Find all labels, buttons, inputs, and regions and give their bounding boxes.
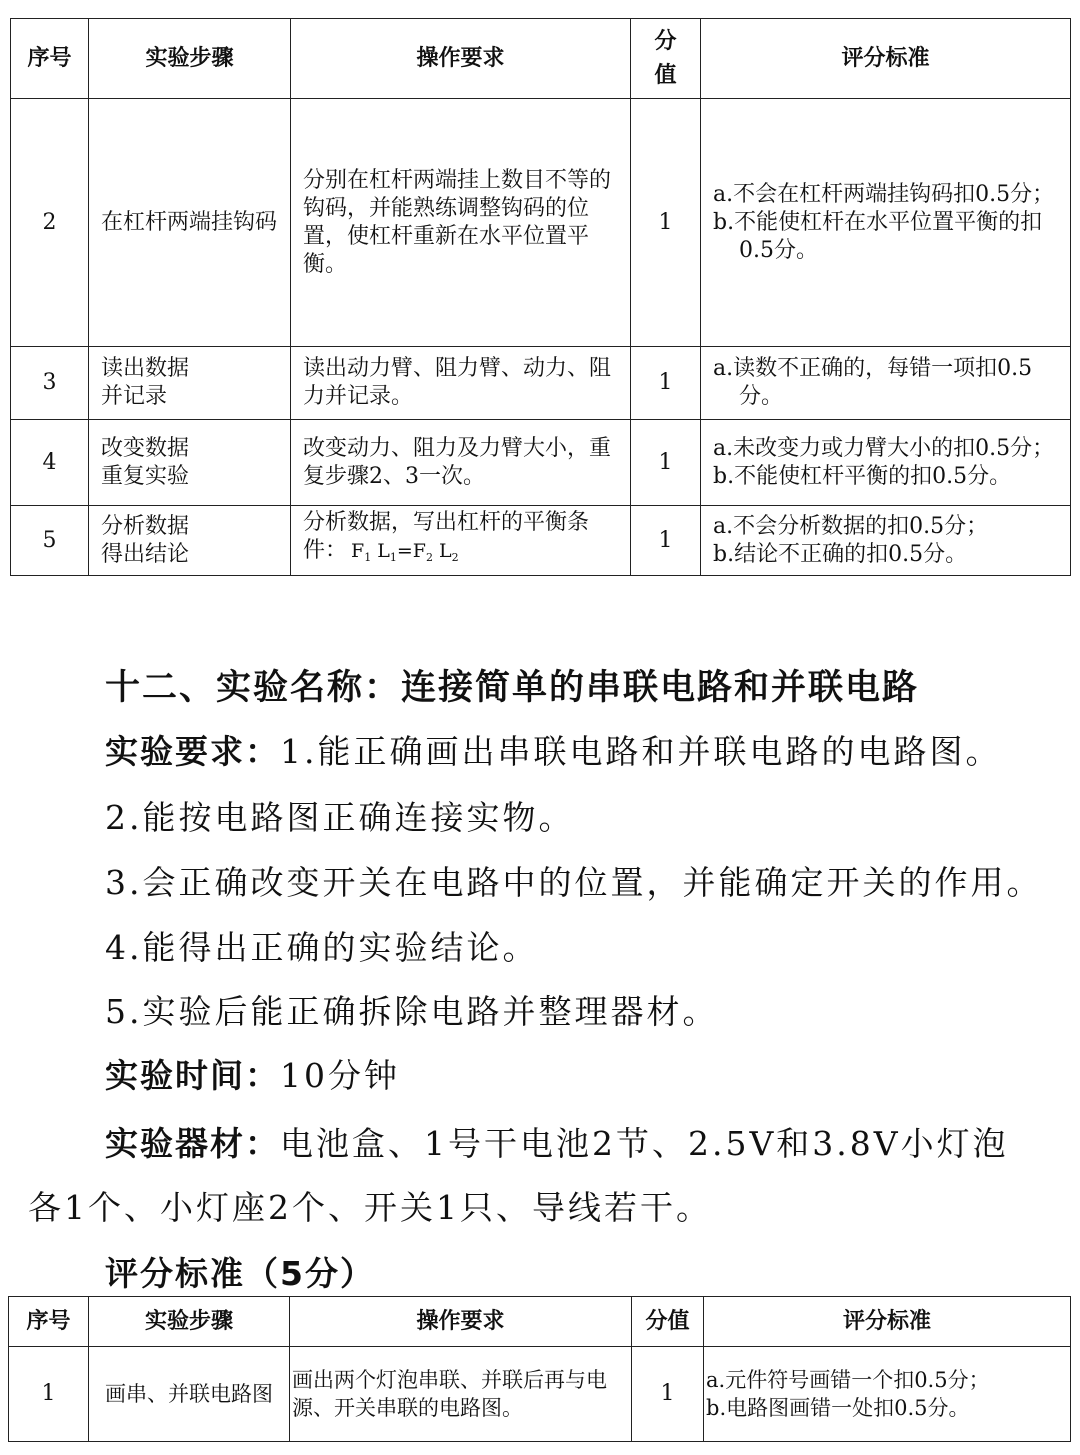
header-index: 序号: [11, 19, 89, 99]
row-step-line1: 读出数据: [101, 356, 190, 381]
row-criteria: [701, 506, 1071, 576]
scoring-table-circuit: [8, 1296, 1071, 1442]
row-operation: 分别在杠杆两端挂上数目不等的钩码，并能熟练调整钩码的位置，使杠杆重新在水平位置平衡。: [291, 99, 631, 347]
time-value: 10分钟: [280, 1056, 400, 1095]
score-heading: 评分标准（5分）: [105, 1254, 375, 1293]
header-score: [631, 19, 701, 99]
row-index: 2: [11, 99, 89, 347]
requirement-item: 3.会正确改变开关在电路中的位置，并能确定开关的作用。: [105, 863, 1043, 902]
materials-line-1: [105, 1118, 1009, 1165]
criteria-item: a.读数不正确的，每错一项扣0.5分。: [713, 356, 1033, 409]
row-step: [89, 420, 291, 506]
row-step-line1: 改变数据: [101, 435, 190, 461]
table-header-row: [11, 19, 1071, 99]
criteria-item: a.不会分析数据的扣0.5分；: [713, 513, 989, 539]
criteria-item: a.元件符号画错一个扣0.5分；: [706, 1368, 990, 1392]
row-score: 1: [631, 99, 701, 347]
table-row: [11, 99, 1071, 347]
criteria-item: a.未改变力或力臂大小的扣0.5分；: [713, 435, 1055, 461]
row-index: 4: [11, 420, 89, 506]
header-score-line1: 分: [654, 28, 677, 54]
row-score: 1: [632, 1347, 704, 1442]
materials-label: 实验器材：: [105, 1124, 280, 1163]
row-step: 画串、并联电路图: [89, 1347, 290, 1442]
row-step-line2: 并记录: [101, 384, 168, 409]
row-step-line1: 分析数据: [101, 513, 190, 539]
table-row: [11, 506, 1071, 576]
header-operation: 操作要求: [290, 1297, 632, 1347]
materials-text-1: 电池盒、1号干电池2节、2.5V和3.8V小灯泡: [280, 1124, 1009, 1163]
table-row: [9, 1347, 1071, 1442]
row-index: 1: [9, 1347, 89, 1442]
row-score: 1: [631, 347, 701, 420]
table-row: [11, 420, 1071, 506]
row-step: 在杠杆两端挂钩码: [89, 99, 291, 347]
section-heading: 十二、实验名称：连接简单的串联电路和并联电路: [105, 668, 920, 708]
criteria-item: a.不会在杠杆两端挂钩码扣0.5分；: [713, 181, 1055, 207]
header-score: 分值: [632, 1297, 704, 1347]
materials-text-2: 各1个、小灯座2个、开关1只、导线若干。: [28, 1188, 712, 1227]
row-index: 5: [11, 506, 89, 576]
header-operation: 操作要求: [291, 19, 631, 99]
row-criteria: [704, 1347, 1071, 1442]
row-criteria: [701, 347, 1071, 420]
row-operation: [291, 506, 631, 576]
time-label: 实验时间：: [105, 1056, 280, 1095]
row-index: 3: [11, 347, 89, 420]
table-row: [11, 347, 1071, 420]
row-criteria: [701, 420, 1071, 506]
requirements-line-1: [105, 726, 1002, 773]
criteria-item: b.结论不正确的扣0.5分。: [713, 541, 968, 567]
table-header-row: [9, 1297, 1071, 1347]
header-criteria: 评分标准: [704, 1297, 1071, 1347]
row-operation: 改变动力、阻力及力臂大小，重复步骤2、3一次。: [291, 420, 631, 506]
row-step-line2: 重复实验: [101, 463, 190, 489]
requirement-item: 4.能得出正确的实验结论。: [105, 928, 539, 967]
row-criteria: [701, 99, 1071, 347]
requirements-label: 实验要求：: [105, 732, 280, 771]
row-score: 1: [631, 506, 701, 576]
header-step: 实验步骤: [89, 1297, 290, 1347]
row-score: 1: [631, 420, 701, 506]
header-criteria: 评分标准: [701, 19, 1071, 99]
header-index: 序号: [9, 1297, 89, 1347]
row-step: [89, 347, 291, 420]
criteria-item: b.电路图画错一处扣0.5分。: [706, 1396, 970, 1420]
header-step: 实验步骤: [89, 19, 291, 99]
criteria-item: b.不能使杠杆在水平位置平衡的扣0.5分。: [713, 209, 1043, 263]
scoring-table-lever: [10, 18, 1071, 576]
operation-text: 分析数据，写出杠杆的平衡条件：: [303, 510, 590, 563]
requirement-item: 1.能正确画出串联电路和并联电路的电路图。: [280, 732, 1002, 771]
row-step-line2: 得出结论: [101, 541, 190, 567]
requirement-item: 5.实验后能正确拆除电路并整理器材。: [105, 992, 719, 1031]
row-operation: 画出两个灯泡串联、并联后再与电源、开关串联的电路图。: [290, 1347, 632, 1442]
row-step: [89, 506, 291, 576]
requirement-item: 2.能按电路图正确连接实物。: [105, 798, 575, 837]
balance-formula: $F_1$ $L_1=F_2$ $L_2$: [351, 540, 459, 564]
criteria-item: b.不能使杠杆平衡的扣0.5分。: [713, 463, 1012, 489]
time-line: [105, 1050, 400, 1097]
header-score-line2: 值: [654, 62, 677, 88]
row-operation: 读出动力臂、阻力臂、动力、阻力并记录。: [291, 347, 631, 420]
